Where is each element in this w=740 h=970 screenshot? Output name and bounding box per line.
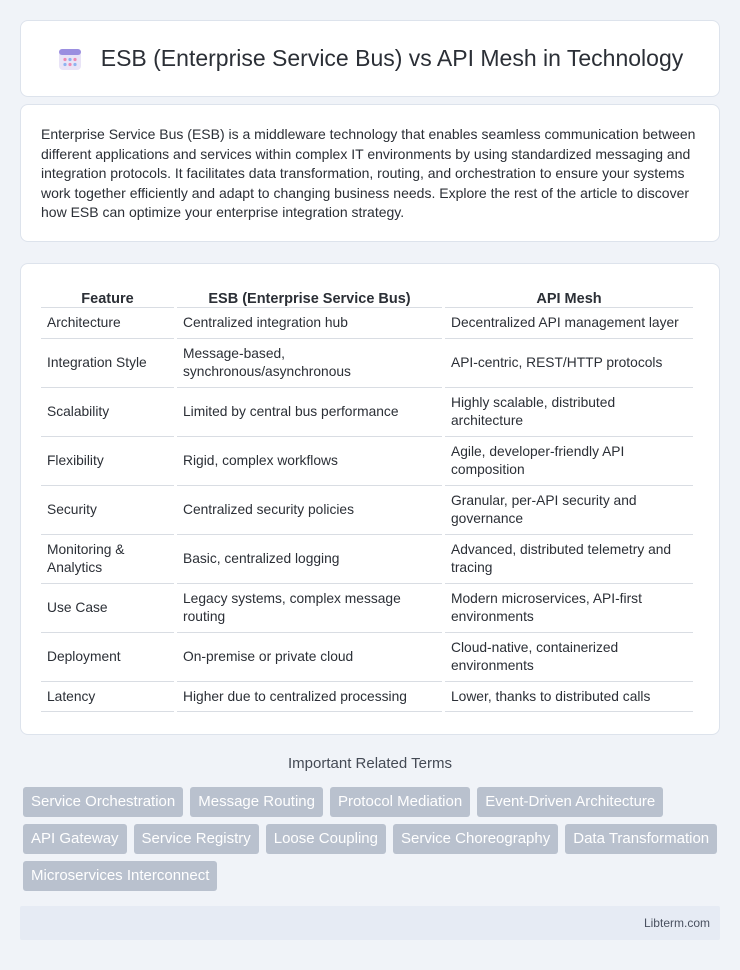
table-cell: Message-based, synchronous/asynchronous xyxy=(177,339,442,388)
related-term-tag[interactable]: Microservices Interconnect xyxy=(23,861,217,891)
table-cell: Deployment xyxy=(41,633,174,682)
table-cell: Centralized integration hub xyxy=(177,308,442,339)
table-row xyxy=(41,486,693,535)
table-cell: Decentralized API management layer xyxy=(445,308,693,339)
table-row xyxy=(41,633,693,682)
intro-card xyxy=(20,104,720,242)
table-cell: Flexibility xyxy=(41,437,174,486)
table-cell: Modern microservices, API-first environments xyxy=(445,584,693,633)
table-row xyxy=(41,584,693,633)
table-cell: Rigid, complex workflows xyxy=(177,437,442,486)
column-header-feature: Feature xyxy=(41,286,174,308)
footer-brand[interactable]: Libterm.com xyxy=(643,916,710,930)
table-cell: Granular, per-API security and governance xyxy=(445,486,693,535)
table-cell: Legacy systems, complex message routing xyxy=(177,584,442,633)
related-term-tag[interactable]: Loose Coupling xyxy=(266,824,386,854)
related-terms-list xyxy=(23,787,723,891)
table-cell: Integration Style xyxy=(41,339,174,388)
page-title: ESB (Enterprise Service Bus) vs API Mesh in Technology xyxy=(100,45,684,71)
related-term-tag[interactable]: Protocol Mediation xyxy=(330,787,470,817)
related-term-tag[interactable]: Service Registry xyxy=(134,824,259,854)
table-row xyxy=(41,308,693,339)
related-term-tag[interactable]: Data Transformation xyxy=(565,824,717,854)
table-row xyxy=(41,388,693,437)
comparison-table-card xyxy=(20,263,720,735)
table-cell: Centralized security policies xyxy=(177,486,442,535)
related-term-tag[interactable]: Service Choreography xyxy=(393,824,558,854)
table-cell: Monitoring & Analytics xyxy=(41,535,174,584)
comparison-table xyxy=(38,286,696,712)
table-cell: Security xyxy=(41,486,174,535)
table-cell: On-premise or private cloud xyxy=(177,633,442,682)
table-cell: Use Case xyxy=(41,584,174,633)
table-row xyxy=(41,535,693,584)
table-cell: API-centric, REST/HTTP protocols xyxy=(445,339,693,388)
table-header-row xyxy=(41,286,693,308)
table-cell: Agile, developer-friendly API composition xyxy=(445,437,693,486)
table-cell: Architecture xyxy=(41,308,174,339)
table-cell: Latency xyxy=(41,682,174,712)
table-cell: Limited by central bus performance xyxy=(177,388,442,437)
table-cell: Basic, centralized logging xyxy=(177,535,442,584)
table-cell: Advanced, distributed telemetry and tracing xyxy=(445,535,693,584)
related-terms-heading: Important Related Terms xyxy=(288,755,452,772)
table-cell: Highly scalable, distributed architecture xyxy=(445,388,693,437)
related-term-tag[interactable]: API Gateway xyxy=(23,824,127,854)
related-term-tag[interactable]: Message Routing xyxy=(190,787,323,817)
table-row xyxy=(41,339,693,388)
column-header-esb: ESB (Enterprise Service Bus) xyxy=(177,286,442,308)
table-body xyxy=(41,308,693,712)
column-header-api-mesh: API Mesh xyxy=(445,286,693,308)
table-row xyxy=(41,437,693,486)
table-cell: Cloud-native, containerized environments xyxy=(445,633,693,682)
title-card xyxy=(20,20,720,97)
table-cell: Higher due to centralized processing xyxy=(177,682,442,712)
related-term-tag[interactable]: Service Orchestration xyxy=(23,787,183,817)
intro-paragraph: Enterprise Service Bus (ESB) is a middleware technology that enables seamless communication between different applications and services within complex IT environments by using standardized messaging and integration protocols. It facilitates data transformation, routing, and orchestration to ensure your systems work together efficiently and adapt to changing business needs. Explore the rest of the article to discover how ESB can optimize your enterprise integration strategy. xyxy=(41,126,696,221)
table-cell: Lower, thanks to distributed calls xyxy=(445,682,693,712)
footer xyxy=(20,906,720,940)
table-row xyxy=(41,682,693,712)
related-terms-section xyxy=(20,755,720,786)
table-cell: Scalability xyxy=(41,388,174,437)
calendar-icon xyxy=(57,46,83,72)
related-term-tag[interactable]: Event-Driven Architecture xyxy=(477,787,663,817)
